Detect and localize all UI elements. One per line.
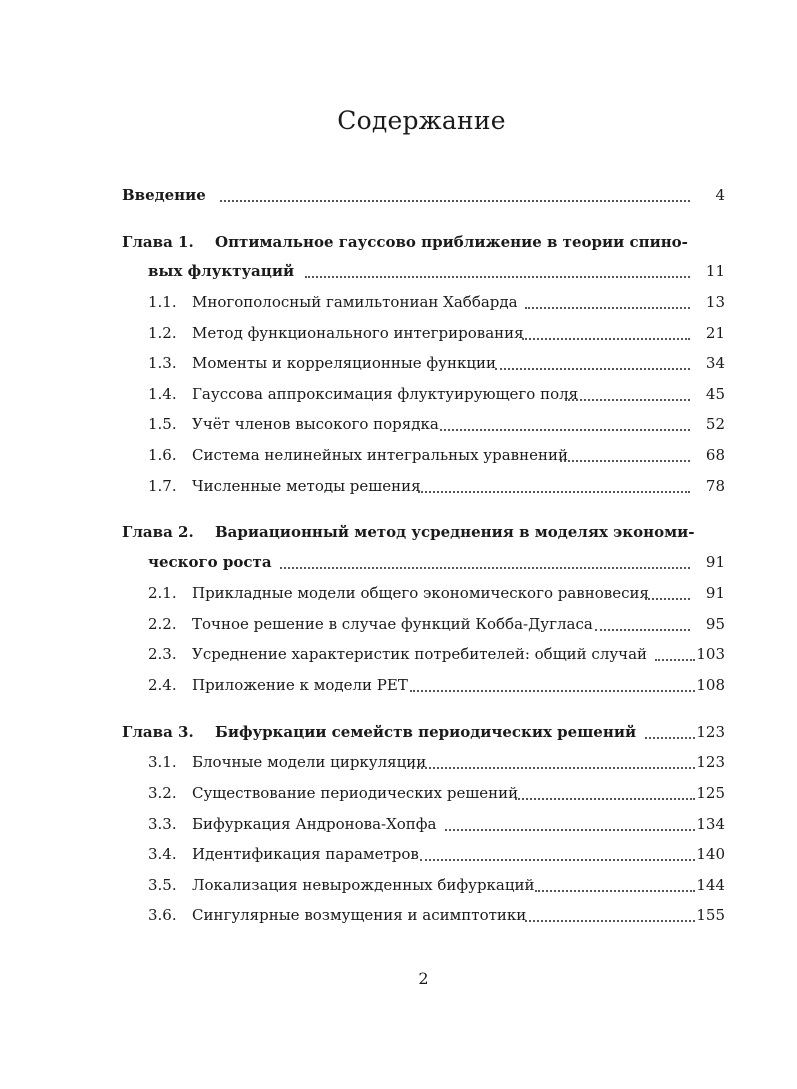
- dot-leader: [412, 767, 695, 769]
- dot-leader: [440, 429, 690, 431]
- dot-leader: [645, 737, 695, 739]
- dot-leader: [535, 890, 695, 892]
- section-title: Система нелинейных интегральных уравнений: [192, 442, 574, 468]
- section-2-2[interactable]: [0, 611, 797, 637]
- section-title: Существование периодических решений: [192, 780, 524, 806]
- section-3-1[interactable]: [0, 749, 797, 775]
- section-2-1[interactable]: [0, 580, 797, 606]
- section-page: 144: [696, 876, 725, 894]
- section-title: Численные методы решения: [192, 473, 427, 499]
- section-number: 1.3.: [148, 354, 177, 372]
- section-number: 2.2.: [148, 615, 177, 633]
- section-page: 108: [696, 676, 725, 694]
- section-number: 1.6.: [148, 446, 177, 464]
- dot-leader: [305, 276, 690, 278]
- section-page: 134: [696, 815, 725, 833]
- section-3-5[interactable]: [0, 872, 797, 898]
- section-title: Локализация невырожденных бифуркаций: [192, 872, 541, 898]
- dot-leader: [410, 690, 695, 692]
- chapter-2-heading[interactable]: [0, 519, 797, 545]
- section-title: Приложение к модели PET: [192, 672, 414, 698]
- dot-leader: [525, 307, 690, 309]
- section-1-6[interactable]: [0, 442, 797, 468]
- section-number: 1.5.: [148, 415, 177, 433]
- chapter-3-heading[interactable]: [0, 719, 797, 745]
- dot-leader: [495, 368, 690, 370]
- section-3-4[interactable]: [0, 841, 797, 867]
- section-title: Идентификация параметров: [192, 841, 425, 867]
- section-page: 34: [705, 354, 725, 372]
- chapter-3-page: 123: [696, 723, 725, 741]
- section-title: Гауссова аппроксимация флуктуирующего поля: [192, 381, 584, 407]
- dot-leader: [515, 798, 695, 800]
- dot-leader: [280, 567, 690, 569]
- section-1-1[interactable]: [0, 289, 797, 315]
- chapter-1-heading[interactable]: [0, 229, 797, 255]
- intro-page: 4: [715, 186, 725, 204]
- dot-leader: [565, 399, 690, 401]
- section-page: 125: [696, 784, 725, 802]
- dot-leader: [420, 859, 695, 861]
- section-title: Моменты и корреляционные функции: [192, 350, 502, 376]
- section-title: Метод функционального интегрирования: [192, 320, 530, 346]
- section-page: 155: [696, 906, 725, 924]
- intro-label: Введение: [122, 182, 212, 208]
- section-1-2[interactable]: [0, 320, 797, 346]
- section-page: 68: [705, 446, 725, 464]
- section-page: 13: [705, 293, 725, 311]
- section-number: 3.4.: [148, 845, 177, 863]
- section-number: 3.6.: [148, 906, 177, 924]
- section-title: Усреднение характеристик потребителей: общий случай: [192, 641, 653, 667]
- section-number: 1.4.: [148, 385, 177, 403]
- section-page: 78: [705, 477, 725, 495]
- section-1-5[interactable]: [0, 411, 797, 437]
- chapter-1-heading-cont[interactable]: [0, 258, 797, 284]
- section-title: Многополосный гамильтониан Хаббарда: [192, 289, 524, 315]
- section-3-6[interactable]: [0, 902, 797, 928]
- dot-leader: [220, 200, 690, 202]
- chapter-2-page: 91: [705, 553, 725, 571]
- section-number: 1.2.: [148, 324, 177, 342]
- section-number: 3.3.: [148, 815, 177, 833]
- chapter-3-title: Бифуркации семейств периодических решений: [215, 719, 642, 745]
- dot-leader: [522, 338, 690, 340]
- section-page: 103: [696, 645, 725, 663]
- chapter-1-title-line1: Оптимальное гауссово приближение в теории спино-: [215, 233, 688, 251]
- section-title: Прикладные модели общего экономического равновесия: [192, 580, 655, 606]
- toc-entry-intro[interactable]: [0, 182, 797, 208]
- section-2-3[interactable]: [0, 641, 797, 667]
- dot-leader: [445, 829, 695, 831]
- section-title: Блочные модели циркуляции: [192, 749, 432, 775]
- dot-leader: [595, 629, 690, 631]
- page-number: 2: [418, 969, 429, 988]
- section-title: Точное решение в случае функций Кобба-Дугласа: [192, 611, 599, 637]
- section-title: Сингулярные возмущения и асимптотики: [192, 902, 532, 928]
- section-3-2[interactable]: [0, 780, 797, 806]
- section-number: 1.7.: [148, 477, 177, 495]
- section-number: 3.5.: [148, 876, 177, 894]
- page-title: Содержание: [337, 106, 506, 135]
- section-number: 3.1.: [148, 753, 177, 771]
- chapter-1-title-line2: вых флуктуаций: [148, 258, 300, 284]
- chapter-2-title-line2: ческого роста: [148, 549, 278, 575]
- section-number: 2.1.: [148, 584, 177, 602]
- section-page: 45: [705, 385, 725, 403]
- chapter-2-title-line1: Вариационный метод усреднения в моделях экономи-: [215, 523, 695, 541]
- section-page: 140: [696, 845, 725, 863]
- section-number: 3.2.: [148, 784, 177, 802]
- section-1-7[interactable]: [0, 473, 797, 499]
- section-page: 52: [705, 415, 725, 433]
- section-title: Учёт членов высокого порядка: [192, 411, 445, 437]
- chapter-1-page: 11: [705, 262, 725, 280]
- section-number: 2.4.: [148, 676, 177, 694]
- section-2-4[interactable]: [0, 672, 797, 698]
- section-number: 2.3.: [148, 645, 177, 663]
- section-number: 1.1.: [148, 293, 177, 311]
- section-page: 21: [705, 324, 725, 342]
- section-page: 95: [705, 615, 725, 633]
- section-title: Бифуркация Андронова-Хопфа: [192, 811, 442, 837]
- section-page: 123: [696, 753, 725, 771]
- dot-leader: [560, 460, 690, 462]
- chapter-2-heading-cont[interactable]: [0, 549, 797, 575]
- chapter-1-label: Глава 1.: [122, 233, 194, 251]
- dot-leader: [525, 920, 695, 922]
- dot-leader: [418, 491, 690, 493]
- section-page: 91: [705, 584, 725, 602]
- dot-leader: [645, 598, 690, 600]
- section-1-4[interactable]: [0, 381, 797, 407]
- section-1-3[interactable]: [0, 350, 797, 376]
- dot-leader: [655, 659, 695, 661]
- chapter-3-label: Глава 3.: [122, 723, 194, 741]
- chapter-2-label: Глава 2.: [122, 523, 194, 541]
- section-3-3[interactable]: [0, 811, 797, 837]
